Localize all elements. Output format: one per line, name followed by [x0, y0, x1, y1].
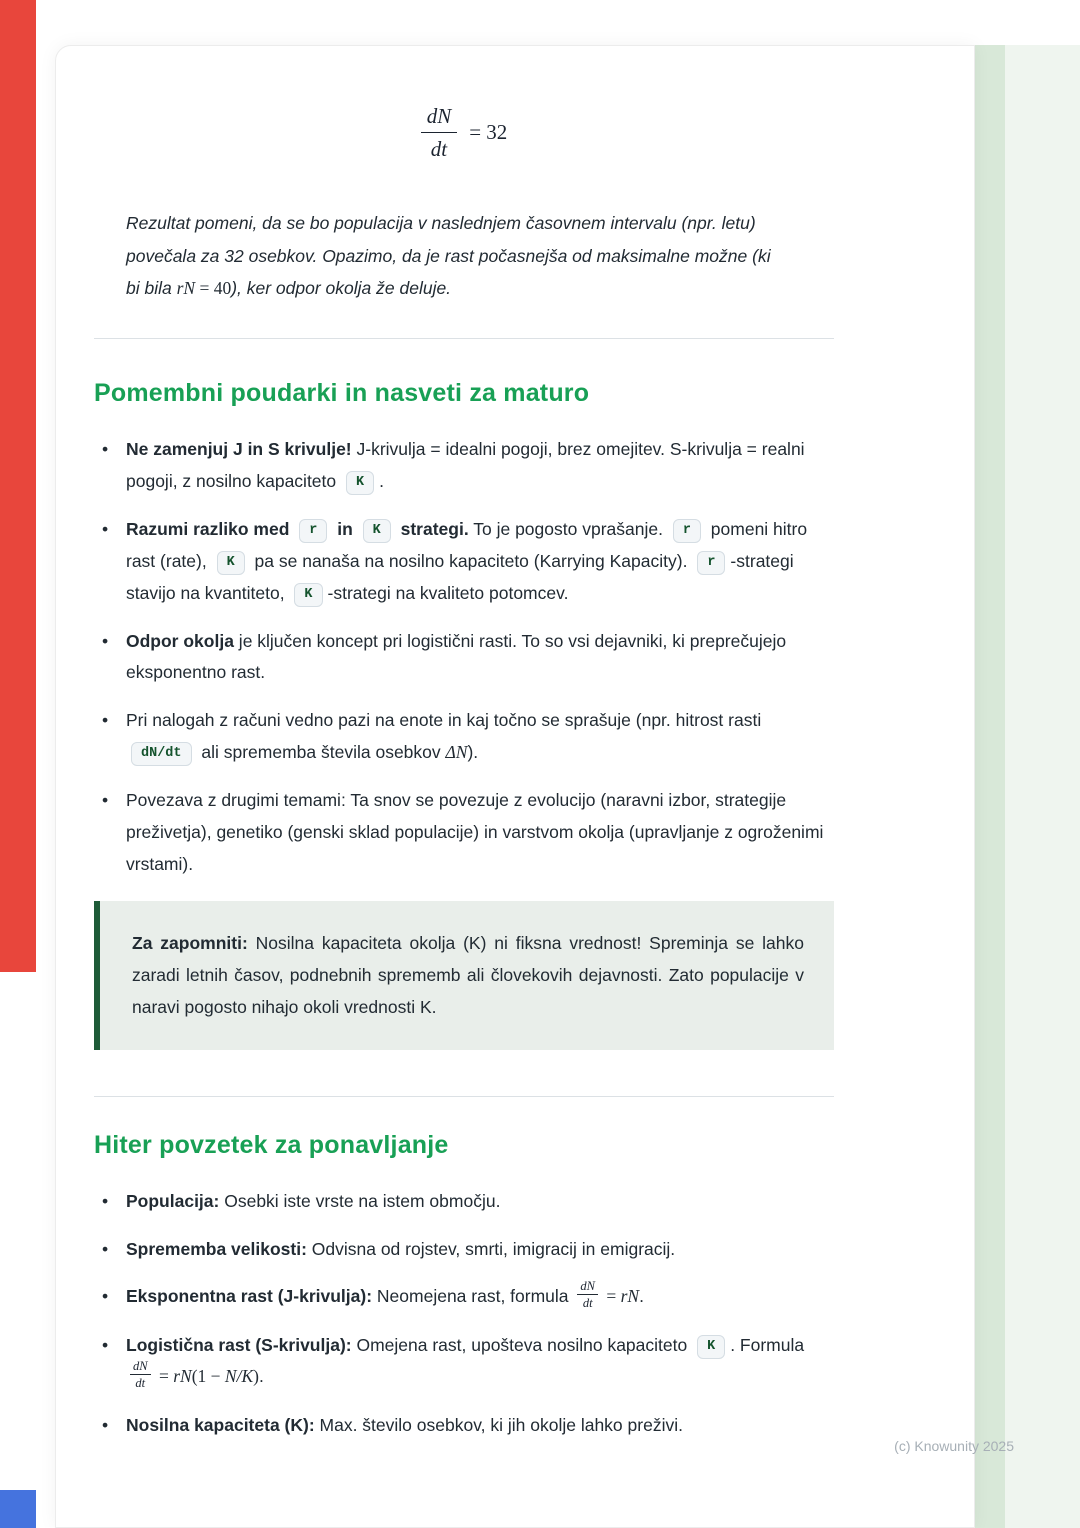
formula-numerator: dN: [421, 104, 458, 133]
inline-code-chip: K: [294, 583, 322, 607]
inline-code-chip: K: [363, 519, 391, 543]
result-explanation-paragraph: Rezultat pomeni, da se bo populacija v naslednjem časovnem intervalu (npr. letu) povečala za 32 osebkov. Opazimo, da je rast počasnejša od maksimalne možne (ki bi bila rN = 40), ker odpor okolja že deluje.: [126, 213, 771, 299]
inline-code-chip: r: [673, 519, 701, 543]
right-mint-strip: [975, 45, 1005, 1528]
inline-fraction: $\frac{dN}{dt}$: [577, 1279, 598, 1311]
remember-callout: [94, 901, 834, 1050]
inline-code-chip: K: [697, 1335, 725, 1359]
section-divider: [94, 1096, 834, 1097]
right-pale-margin: [1005, 45, 1080, 1528]
left-edge-blue-bar: [0, 1490, 36, 1528]
formula-dn-dt-equals-32: [94, 104, 834, 161]
formula-denominator: dt: [430, 137, 448, 162]
list-item: • Nosilna kapaciteta (K): Max. število osebkov, ki jih okolje lahko preživi.: [94, 1410, 834, 1442]
document-page-card: [55, 45, 975, 1528]
section-divider: [94, 338, 834, 339]
remember-callout-text: Za zapomniti: Nosilna kapaciteta okolja (K) ni fiksna vrednost! Spreminja se lahko zaradi letnih časov, podnebnih sprememb ali človekovih dejavnosti. Zato populacije v naravi pogosto nihajo okoli vrednosti K.: [132, 932, 804, 1018]
list-item: • Pri nalogah z računi vedno pazi na enote in kaj točno se sprašuje (npr. hitrost rasti dN/dt ali sprememba števila osebkov ΔN).: [94, 705, 834, 769]
inline-code-chip: r: [697, 551, 725, 575]
list-item: • Sprememba velikosti: Odvisna od rojstev, smrti, imigracij in emigracij.: [94, 1234, 834, 1266]
tips-bullet-list: [94, 434, 834, 880]
section-heading-summary: Hiter povzetek za ponavljanje: [94, 1130, 449, 1159]
list-item: • Populacija: Osebki iste vrste na istem območju.: [94, 1186, 834, 1218]
list-item: • Ne zamenjuj J in S krivulje! J-krivulja = idealni pogoji, brez omejitev. S-krivulja = realni pogoji, z nosilno kapaciteto K .: [94, 434, 834, 498]
document-content: [56, 46, 834, 1442]
inline-code-chip: dN/dt: [131, 742, 192, 766]
formula-fraction: [421, 104, 458, 161]
summary-bullet-list: [94, 1186, 834, 1442]
inline-fraction: $\frac{dN}{dt}$: [130, 1359, 151, 1391]
formula-rhs: = 32: [469, 120, 508, 145]
copyright-watermark: (c) Knowunity 2025: [894, 1438, 1014, 1454]
list-item: • Povezava z drugimi temami: Ta snov se povezuje z evolucijo (naravni izbor, strategije preživetja), genetiko (genski sklad populacije) in varstvom okolja (upravljanje z ogroženimi vrstami).: [94, 785, 834, 881]
list-item: • Logistična rast (S-krivulja): Omejena rast, upošteva nosilno kapaciteto K . Formula $\frac{dN}{dt}$ = rN(1 − N/K).: [94, 1330, 834, 1394]
list-item: • Eksponentna rast (J-krivulja): Neomejena rast, formula $\frac{dN}{dt}$ = rN.: [94, 1281, 834, 1313]
inline-code-chip: K: [346, 471, 374, 495]
inline-code-chip: K: [217, 551, 245, 575]
list-item: • Odpor okolja je ključen koncept pri logistični rasti. To so vsi dejavniki, ki preprečujejo eksponentno rast.: [94, 626, 834, 690]
left-edge-red-bar: [0, 0, 36, 972]
inline-code-chip: r: [299, 519, 327, 543]
section-heading-tips: Pomembni poudarki in nasveti za maturo: [94, 379, 590, 408]
list-item: • Razumi razliko med r in K strategi. To je pogosto vprašanje. r pomeni hitro rast (rate), K pa se nanaša na nosilno kapaciteto (Karrying Kapacity). r -strategi stavijo na kvantiteto, K -strategi na kvaliteto potomcev.: [94, 514, 834, 610]
